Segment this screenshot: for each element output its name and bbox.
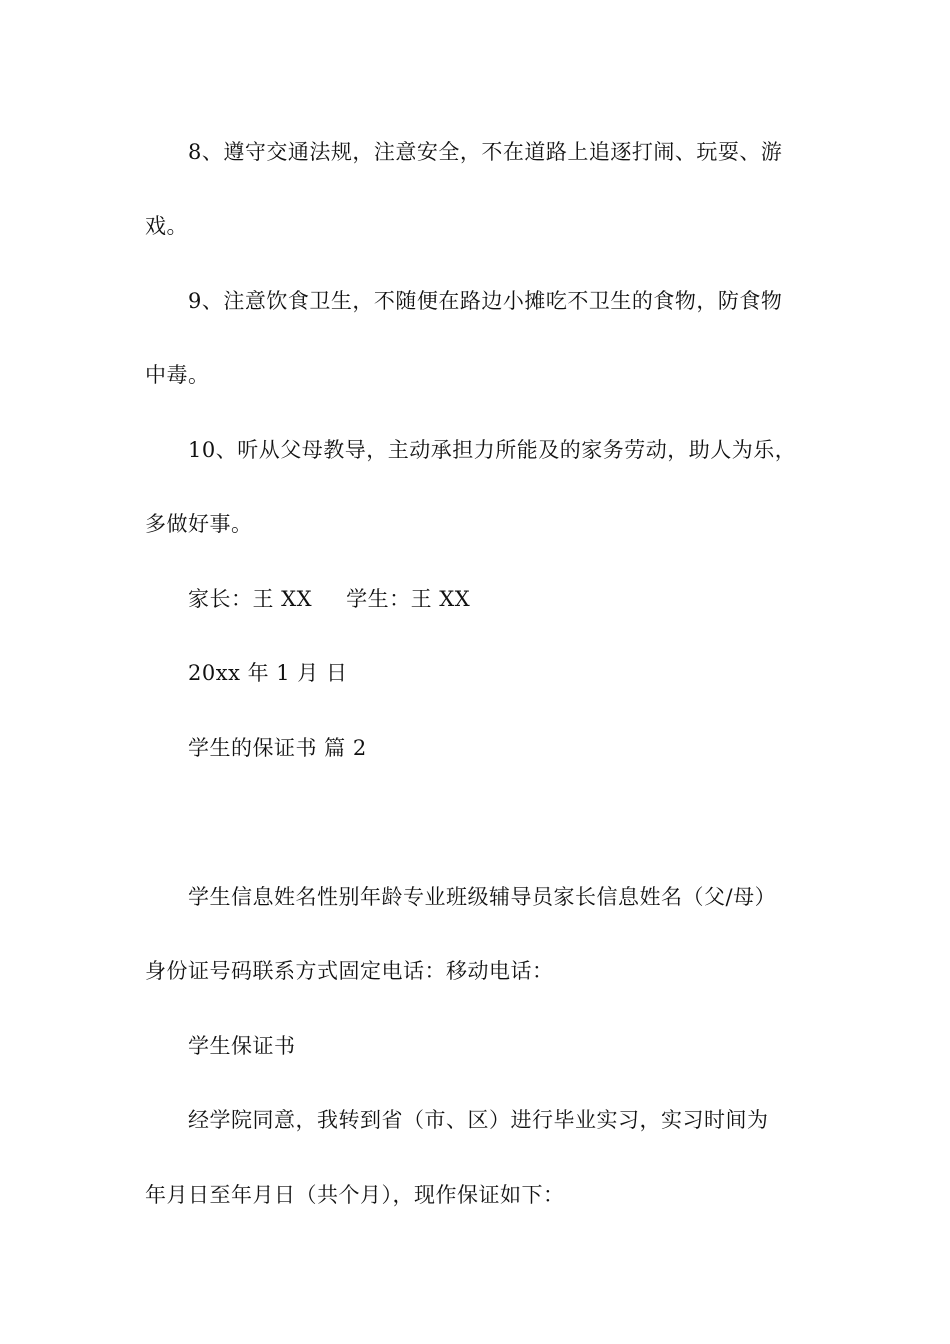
section-2-title: 学生的保证书 篇 2 [188,736,367,760]
item-9-line-1: 9、注意饮食卫生，不随便在路边小摊吃不卫生的食物，防食物 [188,289,783,313]
body-line-2: 年月日至年月日（共个月），现作保证如下： [145,1183,565,1207]
info-line-1: 学生信息姓名性别年龄专业班级辅导员家长信息姓名（父/母） [188,885,777,909]
item-10-line-1: 10、听从父母教导，主动承担力所能及的家务劳动，助人为乐， [188,438,797,462]
info-line-2: 身份证号码联系方式固定电话：移动电话： [145,959,554,983]
item-10-line-2: 多做好事。 [145,512,253,536]
body-line-1: 经学院同意，我转到省（市、区）进行毕业实习，实习时间为 [188,1108,769,1132]
guarantee-heading: 学生保证书 [188,1034,296,1058]
parent-signature: 家长：王 XX [188,587,313,611]
item-9-line-2: 中毒。 [145,363,210,387]
signature-line [188,585,470,613]
item-8-line-2: 戏。 [145,214,188,238]
item-8-line-1: 8、遵守交通法规，注意安全，不在道路上追逐打闹、玩耍、游 [188,140,783,164]
student-signature: 学生：王 XX [346,587,471,611]
date-line: 20xx 年 1 月 日 [188,661,348,685]
